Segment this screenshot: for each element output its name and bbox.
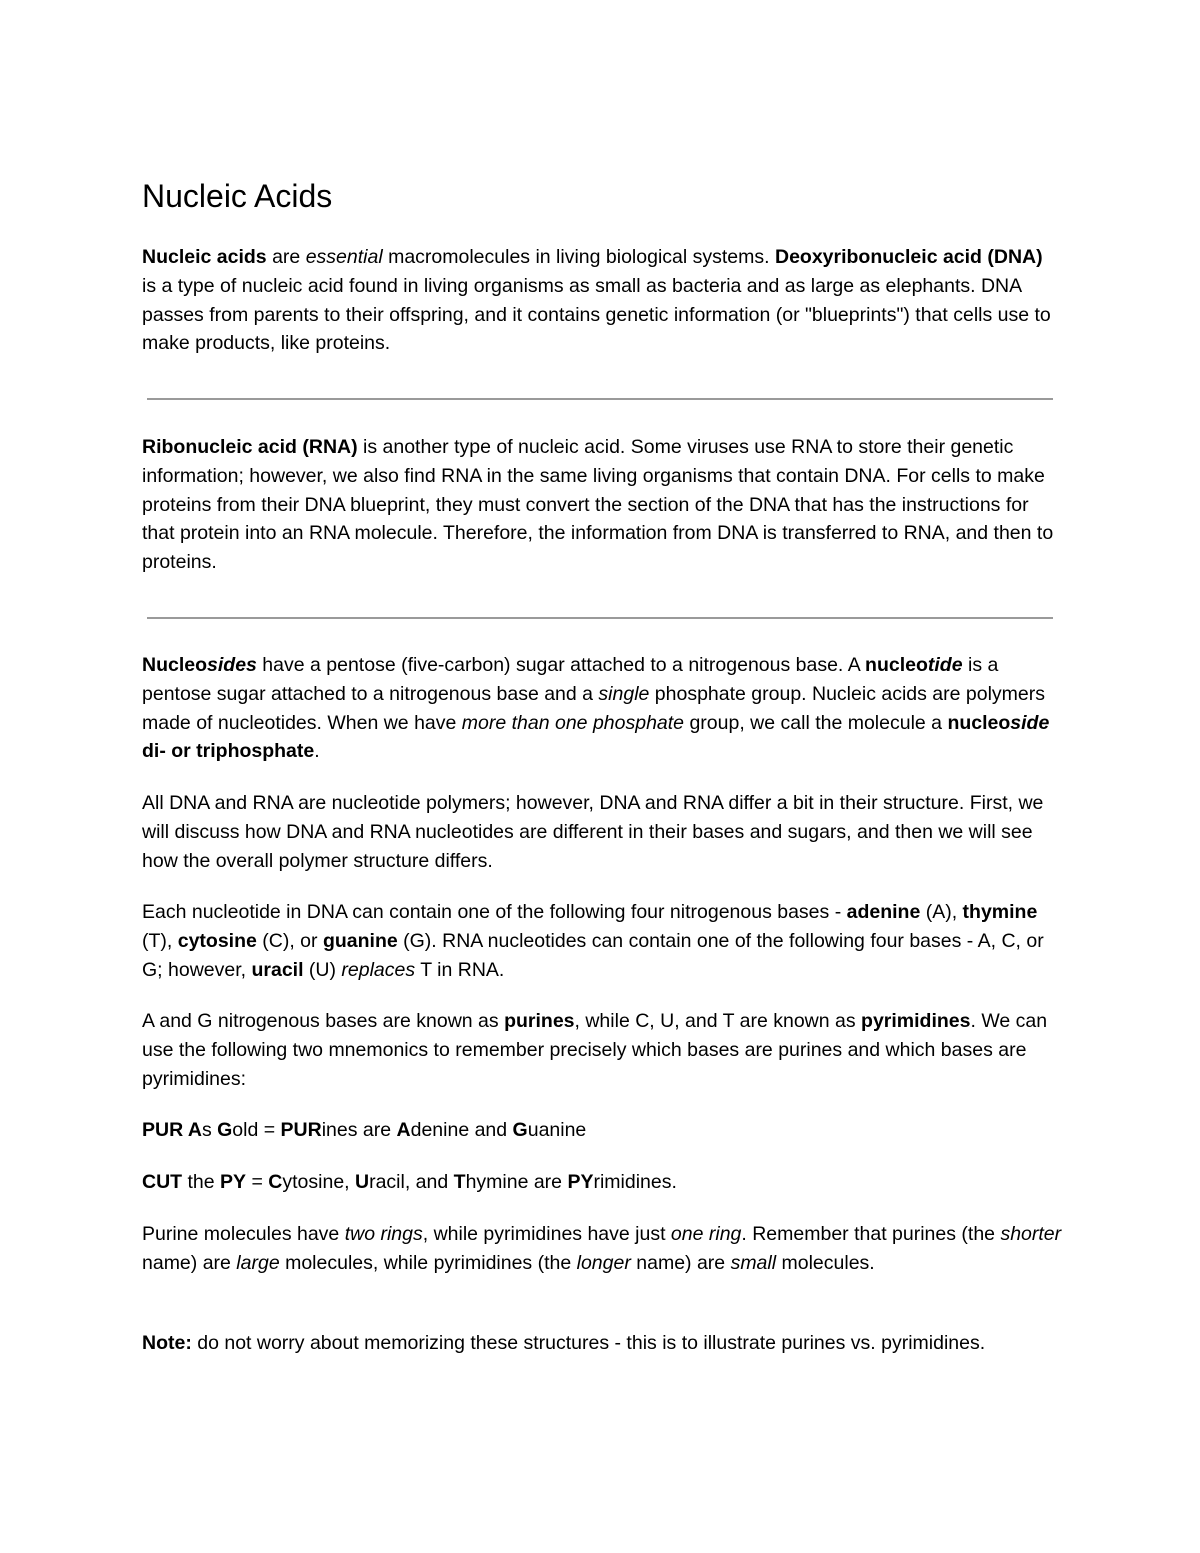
divider [147, 398, 1053, 400]
paragraph-polymers: All DNA and RNA are nucleotide polymers; however, DNA and RNA differ a bit in their structure. First, we will discuss how DNA and RNA nucleotides are different in their bases and sugars, and then we will see how the overall polymer structure differs. [142, 792, 1044, 872]
paragraph-note: Note: do not worry about memorizing these structures - this is to illustrate purines vs. pyrimidines. [142, 1332, 986, 1354]
mnemonic-pyrimidines: CUT the PY = Cytosine, Uracil, and Thymine are PYrimidines. [142, 1171, 677, 1193]
paragraph-bases: Each nucleotide in DNA can contain one of the following four nitrogenous bases - adenine (A), thymine (T), cytosine (C), or guanine (G). RNA nucleotides can contain one of the following four bases - A, C, or G; however, uracil (U) replaces T in RNA. [142, 901, 1044, 981]
paragraph-nucleosides: Nucleosides have a pentose (five-carbon) sugar attached to a nitrogenous base. A nucleotide is a pentose sugar attached to a nitrogenous base and a single phosphate group. Nucleic acids are polymers made of nucleotides. When we have more than one phosphate group, we call the molecule a nucleoside di- or triphosphate. [142, 654, 1050, 763]
divider [147, 617, 1053, 619]
page-title: Nucleic Acids [142, 178, 333, 214]
paragraph-purines-pyrimidines: A and G nitrogenous bases are known as purines, while C, U, and T are known as pyrimidines. We can use the following two mnemonics to remember precisely which bases are purines and which bases are pyrimidines: [142, 1010, 1048, 1090]
paragraph-ring-sizes: Purine molecules have two rings, while pyrimidines have just one ring. Remember that purines (the shorter name) are large molecules, while pyrimidines (the longer name) are small molecules. [142, 1223, 1062, 1274]
paragraph-nucleic-acids: Nucleic acids are essential macromolecules in living biological systems. Deoxyribonucleic acid (DNA) is a type of nucleic acid found in living organisms as small as bacteria and as large as elephants. DNA passes from parents to their offspring, and it contains genetic information (or "blueprints") that cells use to make products, like proteins. [142, 246, 1051, 355]
paragraph-rna: Ribonucleic acid (RNA) is another type of nucleic acid. Some viruses use RNA to store their genetic information; however, we also find RNA in the same living organisms that contain DNA. For cells to make proteins from their DNA blueprint, they must convert the section of the DNA that has the instructions for that protein into an RNA molecule. Therefore, the information from DNA is transferred to RNA, and then to proteins. [142, 436, 1054, 574]
mnemonic-purines: PUR As Gold = PURines are Adenine and Guanine [142, 1119, 587, 1141]
